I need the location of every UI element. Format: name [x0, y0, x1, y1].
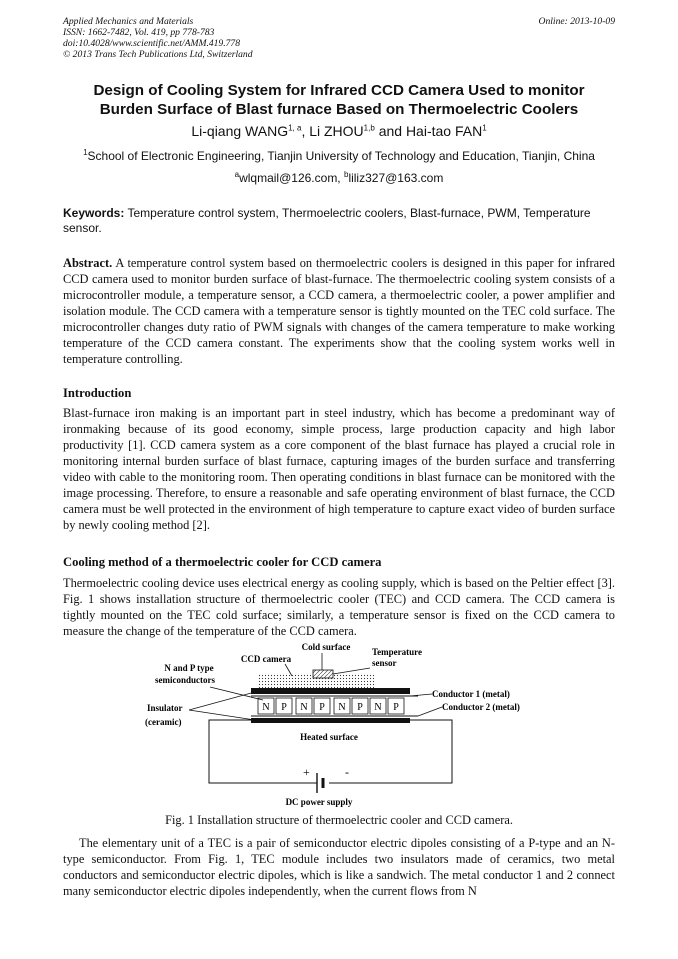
- leader-line: [189, 710, 255, 720]
- label-conductor-2: Conductor 2 (metal): [442, 702, 520, 712]
- label-dc-power-supply: DC power supply: [285, 797, 353, 807]
- copyright: © 2013 Trans Tech Publications Ltd, Switzerland: [63, 49, 253, 60]
- author-2: Li ZHOU: [309, 123, 364, 139]
- label-heated-surface: Heated surface: [300, 732, 358, 742]
- title-line-2: Burden Surface of Blast furnace Based on Thermoelectric Coolers: [99, 101, 579, 118]
- affiliation-text: School of Electronic Engineering, Tianjin University of Technology and Education, Tianjin, China: [87, 149, 595, 163]
- emails: [40, 171, 638, 185]
- author-3: Hai-tao FAN: [405, 123, 483, 139]
- np-cell-label: P: [281, 702, 287, 713]
- label-cold-surface: Cold surface: [301, 642, 351, 652]
- label-np-type-1: N and P type: [164, 663, 214, 673]
- circuit-wire: [209, 720, 317, 783]
- author-and: and: [378, 123, 403, 139]
- abstract: [63, 255, 615, 367]
- author-3-sup: 1: [482, 123, 487, 133]
- author-1: Li-qiang WANG: [191, 123, 289, 139]
- intro-paragraph: Blast-furnace iron making is an important part in steel industry, which has become a predominant way of ironmaking because of its good economy, simple process, large production capacity and high labor productivity [1]. CCD camera system as a core component of the blast furnace has played a crucial role in monitoring internal burden surface of blast furnace, capturing images of the burden surface and transferring video with cable to the monitoring room. Then operating conditions in blast furnace can be monitored with the image processing. Therefore, to ensure a reasonable and safe operating environment of blast furnace, the CCD camera must be well protected in the environment of high temperature to capture exact video of burden surface by newly cooling method [2].: [63, 406, 615, 532]
- paper-title: [40, 81, 638, 119]
- np-cell-label: P: [319, 702, 325, 713]
- abstract-text: A temperature control system based on thermoelectric coolers is designed in this paper for infrared CCD camera used to monitor burden surface of blast-furnace. The thermoelectric cooling system consists of a microcontroller module, a temperature sensor, a CCD camera, a thermoelectric cooler, a power amplifier and isolation module. The CCD camera with a temperature sensor is tightly mounted on the TEC cold surface. The microcontroller changes duty ratio of PWM signals with changes of the camera temperature to make working temperature of the CCD camera constant. The experiments show that the cooling system works well in temperature controlling.: [63, 256, 615, 366]
- author-2-sup: 1,b: [363, 123, 375, 133]
- keywords: [63, 206, 615, 236]
- keywords-text: Temperature control system, Thermoelectric coolers, Blast-furnace, PWM, Temperature sensor.: [63, 206, 591, 235]
- issn: ISSN: 1662-7482, Vol. 419, pp 778-783: [63, 27, 215, 38]
- np-cell-label: N: [300, 702, 308, 713]
- cooling-paragraph: Thermoelectric cooling device uses electrical energy as cooling supply, which is based on the Peltier effect [3]. Fig. 1 shows installation structure of thermoelectric cooler (TEC) and CCD camera. The CCD camera is tightly mounted on the TEC cold surface; similarly, a temperature sensor is fixed on the CCD camera to measure the change of the temperature of the CCD camera.: [63, 576, 615, 638]
- label-temperature-sensor-1: Temperature: [372, 647, 422, 657]
- intro-heading: Introduction: [63, 386, 132, 400]
- abstract-label: Abstract.: [63, 256, 113, 270]
- affiliation-sup: 1: [83, 148, 88, 157]
- np-cells: [258, 698, 404, 714]
- leader-line: [189, 692, 255, 710]
- journal-name: Applied Mechanics and Materials: [63, 16, 194, 27]
- affiliation: [40, 149, 638, 163]
- label-ccd-camera: CCD camera: [240, 654, 292, 664]
- leader-line: [410, 694, 432, 696]
- title-line-1: Design of Cooling System for Infrared CCD Camera Used to monitor: [93, 82, 585, 99]
- cooling-heading: Cooling method of a thermoelectric cooler for CCD camera: [63, 555, 382, 569]
- label-insulator-1: Insulator: [147, 703, 183, 713]
- journal-header: [63, 16, 253, 60]
- top-insulator: [251, 688, 410, 694]
- fig1-diagram: [0, 638, 678, 818]
- final-paragraph: The elementary unit of a TEC is a pair of semiconductor electric dipoles consisting of a P-type and an N-type semiconductor. From Fig. 1, TEC module includes two insulators made of ceramics, two metal conductors and semiconductor electric dipoles, which is like a sandwich. The metal conductor 1 and 2 connect many semiconductor electric dipoles independently, when the current flows from N: [63, 836, 615, 898]
- email-a: wlqmail@126.com,: [239, 171, 344, 185]
- bottom-insulator: [251, 718, 410, 723]
- doi: doi:10.4028/www.scientific.net/AMM.419.778: [63, 38, 241, 49]
- label-temperature-sensor-2: sensor: [372, 658, 397, 668]
- keywords-label: Keywords:: [63, 206, 125, 220]
- label-conductor-1: Conductor 1 (metal): [432, 689, 510, 699]
- online-date: Online: 2013-10-09: [538, 16, 615, 27]
- email-a-sup: a: [234, 170, 240, 179]
- label-minus: -: [345, 765, 349, 779]
- temperature-sensor-block: [313, 670, 333, 678]
- figure-caption: Fig. 1 Installation structure of thermoelectric cooler and CCD camera.: [165, 813, 513, 827]
- np-cell-label: P: [357, 702, 363, 713]
- leader-line: [418, 707, 442, 716]
- email-b: liliz327@163.com: [348, 171, 444, 185]
- email-b-sup: b: [343, 170, 349, 179]
- label-insulator-2: (ceramic): [145, 717, 182, 727]
- author-1-sup: 1, a: [288, 123, 302, 133]
- label-plus: +: [303, 765, 310, 779]
- np-cell-label: N: [374, 702, 382, 713]
- label-np-type-2: semiconductors: [155, 675, 215, 685]
- np-cell-label: P: [393, 702, 399, 713]
- author-list: Li-qiang WANG$^{1, a}$, Li ZHOU$^{1,b}$ and Hai-tao FAN$^1$: [191, 123, 487, 139]
- np-cell-label: N: [338, 702, 346, 713]
- np-cell-label: N: [262, 702, 270, 713]
